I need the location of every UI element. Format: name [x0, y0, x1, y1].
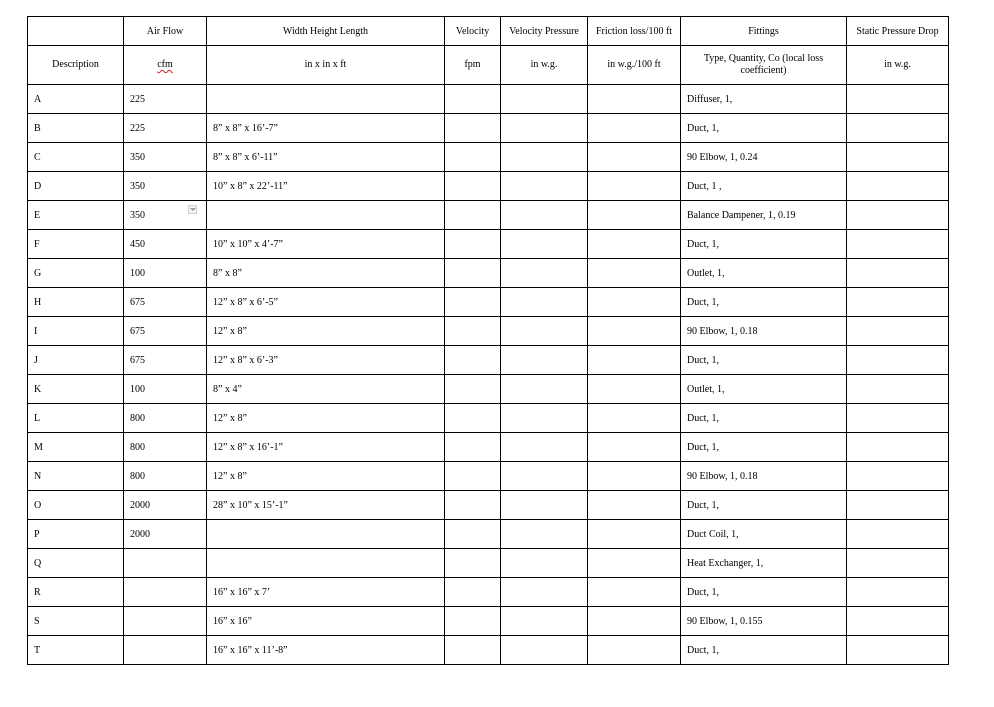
fittings-cell-text: Duct Coil, 1, [687, 528, 739, 540]
velocity-pressure-cell[interactable] [501, 114, 588, 143]
table-row [28, 230, 949, 259]
description-cell[interactable] [28, 317, 124, 346]
description-cell[interactable] [28, 346, 124, 375]
dimensions-cell-text: 12” x 8” x 16’-1” [213, 441, 283, 453]
velocity-cell[interactable] [445, 317, 501, 346]
friction-loss-cell[interactable] [588, 230, 681, 259]
description-cell[interactable] [28, 259, 124, 288]
friction-loss-cell[interactable] [588, 201, 681, 230]
velocity-pressure-cell[interactable] [501, 462, 588, 491]
table-row [28, 404, 949, 433]
table-row [28, 520, 949, 549]
dimensions-cell[interactable] [207, 346, 445, 375]
dimensions-cell[interactable] [207, 636, 445, 665]
friction-loss-cell[interactable] [588, 288, 681, 317]
fittings-cell-text: Duct, 1, [687, 122, 719, 134]
dimensions-cell-text: 12” x 8” [213, 325, 247, 337]
static-pressure-drop-cell[interactable] [847, 607, 949, 636]
static-pressure-drop-cell[interactable] [847, 636, 949, 665]
air-flow-cell-text: 225 [130, 93, 145, 105]
dimensions-cell[interactable] [207, 433, 445, 462]
air-flow-cell-text: 2000 [130, 499, 150, 511]
velocity-pressure-cell[interactable] [501, 85, 588, 114]
description-cell[interactable] [28, 172, 124, 201]
velocity-pressure-cell[interactable] [501, 317, 588, 346]
unit-cfm-text: cfm [157, 59, 173, 70]
dimensions-cell-text: 12” x 8” x 6’-3” [213, 354, 278, 366]
static-pressure-drop-cell[interactable] [847, 404, 949, 433]
unit-cfm[interactable] [124, 46, 207, 85]
dimensions-cell-text: 10” x 10” x 4’-7” [213, 238, 283, 250]
table-row [28, 462, 949, 491]
velocity-cell[interactable] [445, 549, 501, 578]
fittings-cell[interactable] [681, 85, 847, 114]
header-friction-loss[interactable]: Friction loss/100 ft [588, 17, 681, 46]
table-row [28, 114, 949, 143]
header-row-2 [28, 46, 949, 85]
air-flow-cell-text: 350 [130, 209, 145, 221]
table-row [28, 375, 949, 404]
friction-loss-cell[interactable] [588, 462, 681, 491]
dimensions-cell-text: 8” x 4” [213, 383, 242, 395]
header-cell[interactable] [28, 17, 124, 46]
fittings-cell-text: 90 Elbow, 1, 0.155 [687, 615, 763, 627]
fittings-cell[interactable] [681, 172, 847, 201]
static-pressure-drop-cell[interactable] [847, 491, 949, 520]
air-flow-cell[interactable] [124, 607, 207, 636]
dimensions-cell-text: 16” x 16” [213, 615, 252, 627]
description-cell-text: L [34, 412, 41, 424]
fittings-cell[interactable] [681, 346, 847, 375]
friction-loss-cell[interactable] [588, 549, 681, 578]
description-cell-text: D [34, 180, 42, 192]
header-description[interactable]: Description [28, 46, 124, 85]
dimensions-cell[interactable] [207, 375, 445, 404]
description-cell[interactable] [28, 462, 124, 491]
air-flow-cell-text: 675 [130, 354, 145, 366]
velocity-cell[interactable] [445, 404, 501, 433]
fittings-cell[interactable] [681, 230, 847, 259]
fittings-cell[interactable] [681, 607, 847, 636]
fittings-cell[interactable] [681, 462, 847, 491]
fittings-cell[interactable] [681, 404, 847, 433]
description-cell[interactable] [28, 85, 124, 114]
friction-loss-cell[interactable] [588, 317, 681, 346]
static-pressure-drop-cell[interactable] [847, 143, 949, 172]
air-flow-cell-text: 100 [130, 383, 145, 395]
static-pressure-drop-cell[interactable] [847, 317, 949, 346]
fittings-cell[interactable] [681, 491, 847, 520]
unit-static-pressure-drop[interactable]: in w.g. [847, 46, 949, 85]
velocity-cell[interactable] [445, 259, 501, 288]
fittings-cell[interactable] [681, 317, 847, 346]
unit-fpm[interactable]: fpm [445, 46, 501, 85]
static-pressure-drop-cell[interactable] [847, 85, 949, 114]
fittings-cell-text: Duct, 1, [687, 238, 719, 250]
description-cell[interactable] [28, 143, 124, 172]
velocity-cell[interactable] [445, 636, 501, 665]
air-flow-cell-text: 675 [130, 325, 145, 337]
fittings-cell-text: Duct, 1, [687, 412, 719, 424]
static-pressure-drop-cell[interactable] [847, 462, 949, 491]
dimensions-cell[interactable] [207, 520, 445, 549]
air-flow-cell[interactable] [124, 549, 207, 578]
dimensions-cell-text: 16” x 16” x 11’-8” [213, 644, 288, 656]
friction-loss-cell[interactable] [588, 491, 681, 520]
velocity-cell[interactable] [445, 288, 501, 317]
description-cell-text: T [34, 644, 41, 656]
dimensions-cell-text: 8” x 8” x 6’-11” [213, 151, 278, 163]
velocity-pressure-cell[interactable] [501, 404, 588, 433]
friction-loss-cell[interactable] [588, 578, 681, 607]
air-flow-cell-text: 225 [130, 122, 145, 134]
velocity-cell[interactable] [445, 491, 501, 520]
friction-loss-cell[interactable] [588, 520, 681, 549]
velocity-pressure-cell[interactable] [501, 491, 588, 520]
velocity-pressure-cell[interactable] [501, 433, 588, 462]
air-flow-cell[interactable] [124, 491, 207, 520]
description-cell[interactable] [28, 578, 124, 607]
velocity-cell[interactable] [445, 114, 501, 143]
dimensions-cell[interactable] [207, 317, 445, 346]
description-cell[interactable] [28, 201, 124, 230]
velocity-pressure-cell[interactable] [501, 520, 588, 549]
dimensions-cell[interactable] [207, 259, 445, 288]
static-pressure-drop-cell[interactable] [847, 433, 949, 462]
velocity-cell[interactable] [445, 375, 501, 404]
description-cell[interactable] [28, 114, 124, 143]
velocity-pressure-cell[interactable] [501, 375, 588, 404]
table-row [28, 259, 949, 288]
dimensions-cell-text: 8” x 8” x 16’-7” [213, 122, 278, 134]
table-row [28, 172, 949, 201]
description-cell[interactable] [28, 230, 124, 259]
description-cell[interactable] [28, 433, 124, 462]
static-pressure-drop-cell[interactable] [847, 578, 949, 607]
table-row [28, 201, 949, 230]
description-cell-text: P [34, 528, 40, 540]
fittings-cell-text: Duct, 1, [687, 586, 719, 598]
table-row [28, 549, 949, 578]
fittings-cell-text: Outlet, 1, [687, 383, 725, 395]
static-pressure-drop-cell[interactable] [847, 549, 949, 578]
duct-calculation-table [27, 16, 949, 665]
dimensions-cell[interactable] [207, 201, 445, 230]
description-cell[interactable] [28, 491, 124, 520]
description-cell-text: S [34, 615, 40, 627]
dimensions-cell[interactable] [207, 172, 445, 201]
description-cell-text: N [34, 470, 42, 482]
unit-velocity-pressure[interactable]: in w.g. [501, 46, 588, 85]
description-cell-text: C [34, 151, 41, 163]
friction-loss-cell[interactable] [588, 85, 681, 114]
air-flow-cell-text: 350 [130, 180, 145, 192]
velocity-cell[interactable] [445, 578, 501, 607]
header-velocity-pressure[interactable]: Velocity Pressure [501, 17, 588, 46]
description-cell[interactable] [28, 288, 124, 317]
air-flow-cell[interactable] [124, 346, 207, 375]
description-cell-text: I [34, 325, 38, 337]
description-cell[interactable] [28, 636, 124, 665]
air-flow-cell[interactable] [124, 404, 207, 433]
dimensions-cell-text: 16” x 16” x 7’ [213, 586, 271, 598]
header-static-pressure-drop[interactable]: Static Pressure Drop [847, 17, 949, 46]
static-pressure-drop-cell[interactable] [847, 375, 949, 404]
description-cell-text: G [34, 267, 42, 279]
description-cell-text: M [34, 441, 43, 453]
static-pressure-drop-cell[interactable] [847, 201, 949, 230]
dimensions-cell[interactable] [207, 404, 445, 433]
velocity-pressure-cell[interactable] [501, 259, 588, 288]
fittings-cell-text: 90 Elbow, 1, 0.24 [687, 151, 758, 163]
velocity-cell[interactable] [445, 346, 501, 375]
table-row [28, 433, 949, 462]
header-air-flow[interactable]: Air Flow [124, 17, 207, 46]
fittings-cell-text: Outlet, 1, [687, 267, 725, 279]
velocity-pressure-cell[interactable] [501, 346, 588, 375]
unit-fittings[interactable]: Type, Quantity, Co (local loss coefficient) [681, 46, 847, 85]
fittings-cell-text: Duct, 1, [687, 644, 719, 656]
velocity-cell[interactable] [445, 230, 501, 259]
friction-loss-cell[interactable] [588, 404, 681, 433]
static-pressure-drop-cell[interactable] [847, 172, 949, 201]
air-flow-cell-text: 675 [130, 296, 145, 308]
fittings-cell-text: Heat Exchanger, 1, [687, 557, 764, 569]
dimensions-cell-text: 12” x 8” x 6’-5” [213, 296, 278, 308]
fittings-cell-text: Diffuser, 1, [687, 93, 733, 105]
fittings-cell[interactable] [681, 636, 847, 665]
description-cell-text: B [34, 122, 41, 134]
velocity-pressure-cell[interactable] [501, 143, 588, 172]
friction-loss-cell[interactable] [588, 143, 681, 172]
dimensions-cell[interactable] [207, 288, 445, 317]
table-row [28, 636, 949, 665]
dimensions-cell[interactable] [207, 85, 445, 114]
dimensions-cell[interactable] [207, 578, 445, 607]
velocity-cell[interactable] [445, 520, 501, 549]
description-cell-text: R [34, 586, 41, 598]
friction-loss-cell[interactable] [588, 375, 681, 404]
fittings-cell[interactable] [681, 520, 847, 549]
table-row [28, 346, 949, 375]
air-flow-cell-text: 450 [130, 238, 145, 250]
velocity-pressure-cell[interactable] [501, 636, 588, 665]
velocity-pressure-cell[interactable] [501, 201, 588, 230]
dimensions-cell-text: 8” x 8” [213, 267, 242, 279]
table-row [28, 288, 949, 317]
air-flow-cell[interactable] [124, 462, 207, 491]
fittings-cell-text: Balance Dampener, 1, 0.19 [687, 209, 796, 221]
velocity-cell[interactable] [445, 201, 501, 230]
unit-dimensions[interactable]: in x in x ft [207, 46, 445, 85]
fittings-cell[interactable] [681, 114, 847, 143]
air-flow-cell[interactable] [124, 259, 207, 288]
air-flow-cell-text: 350 [130, 151, 145, 163]
velocity-cell[interactable] [445, 607, 501, 636]
description-cell[interactable] [28, 520, 124, 549]
fittings-cell-text: Duct, 1, [687, 441, 719, 453]
static-pressure-drop-cell[interactable] [847, 288, 949, 317]
fittings-cell[interactable] [681, 549, 847, 578]
air-flow-cell-text: 2000 [130, 528, 150, 540]
description-cell-text: J [34, 354, 38, 366]
static-pressure-drop-cell[interactable] [847, 520, 949, 549]
fittings-cell-text: Duct, 1, [687, 296, 719, 308]
fittings-cell-text: 90 Elbow, 1, 0.18 [687, 325, 758, 337]
dimensions-cell-text: 12” x 8” [213, 470, 247, 482]
velocity-cell[interactable] [445, 143, 501, 172]
air-flow-cell[interactable] [124, 85, 207, 114]
air-flow-cell[interactable] [124, 578, 207, 607]
air-flow-cell-text: 800 [130, 470, 145, 482]
description-cell-text: A [34, 93, 42, 105]
air-flow-cell[interactable] [124, 172, 207, 201]
air-flow-cell[interactable] [124, 143, 207, 172]
description-cell-text: K [34, 383, 42, 395]
fittings-cell-text: Duct, 1, [687, 499, 719, 511]
velocity-cell[interactable] [445, 433, 501, 462]
dimensions-cell[interactable] [207, 491, 445, 520]
friction-loss-cell[interactable] [588, 636, 681, 665]
header-fittings[interactable]: Fittings [681, 17, 847, 46]
dimensions-cell-text: 10” x 8” x 22’-11” [213, 180, 288, 192]
dropdown-arrow-icon[interactable] [188, 205, 197, 214]
fittings-cell[interactable] [681, 433, 847, 462]
description-cell-text: O [34, 499, 42, 511]
table-row [28, 578, 949, 607]
unit-friction-loss[interactable]: in w.g./100 ft [588, 46, 681, 85]
fittings-cell[interactable] [681, 201, 847, 230]
table-row [28, 607, 949, 636]
fittings-cell-text: Duct, 1, [687, 354, 719, 366]
dimensions-cell[interactable] [207, 607, 445, 636]
fittings-cell[interactable] [681, 288, 847, 317]
air-flow-cell-text: 800 [130, 441, 145, 453]
air-flow-cell[interactable] [124, 114, 207, 143]
fittings-cell[interactable] [681, 143, 847, 172]
description-cell[interactable] [28, 375, 124, 404]
air-flow-cell[interactable] [124, 288, 207, 317]
fittings-cell-text: 90 Elbow, 1, 0.18 [687, 470, 758, 482]
header-width-height-length[interactable]: Width Height Length [207, 17, 445, 46]
static-pressure-drop-cell[interactable] [847, 114, 949, 143]
velocity-pressure-cell[interactable] [501, 549, 588, 578]
friction-loss-cell[interactable] [588, 114, 681, 143]
header-row-1 [28, 17, 949, 46]
table-row [28, 491, 949, 520]
fittings-cell[interactable] [681, 259, 847, 288]
air-flow-cell-text: 800 [130, 412, 145, 424]
friction-loss-cell[interactable] [588, 172, 681, 201]
description-cell-text: E [34, 209, 41, 221]
air-flow-cell[interactable] [124, 433, 207, 462]
dimensions-cell[interactable] [207, 549, 445, 578]
description-cell[interactable] [28, 607, 124, 636]
table-row [28, 143, 949, 172]
air-flow-cell[interactable] [124, 317, 207, 346]
table-row [28, 317, 949, 346]
velocity-pressure-cell[interactable] [501, 607, 588, 636]
static-pressure-drop-cell[interactable] [847, 230, 949, 259]
velocity-cell[interactable] [445, 172, 501, 201]
dimensions-cell[interactable] [207, 230, 445, 259]
velocity-pressure-cell[interactable] [501, 578, 588, 607]
velocity-pressure-cell[interactable] [501, 172, 588, 201]
velocity-pressure-cell[interactable] [501, 230, 588, 259]
air-flow-cell[interactable] [124, 201, 207, 230]
fittings-cell-text: Duct, 1 , [687, 180, 722, 192]
description-cell-text: Q [34, 557, 42, 569]
dimensions-cell[interactable] [207, 114, 445, 143]
dimensions-cell[interactable] [207, 143, 445, 172]
friction-loss-cell[interactable] [588, 346, 681, 375]
description-cell-text: H [34, 296, 42, 308]
dimensions-cell-text: 28” x 10” x 15’-1” [213, 499, 288, 511]
velocity-pressure-cell[interactable] [501, 288, 588, 317]
description-cell-text: F [34, 238, 40, 250]
friction-loss-cell[interactable] [588, 259, 681, 288]
air-flow-cell[interactable] [124, 520, 207, 549]
velocity-cell[interactable] [445, 462, 501, 491]
header-velocity[interactable]: Velocity [445, 17, 501, 46]
description-cell[interactable] [28, 549, 124, 578]
air-flow-cell-text: 100 [130, 267, 145, 279]
fittings-cell[interactable] [681, 578, 847, 607]
dimensions-cell[interactable] [207, 462, 445, 491]
static-pressure-drop-cell[interactable] [847, 346, 949, 375]
table-row [28, 85, 949, 114]
friction-loss-cell[interactable] [588, 433, 681, 462]
fittings-cell[interactable] [681, 375, 847, 404]
air-flow-cell[interactable] [124, 375, 207, 404]
dimensions-cell-text: 12” x 8” [213, 412, 247, 424]
static-pressure-drop-cell[interactable] [847, 259, 949, 288]
air-flow-cell[interactable] [124, 230, 207, 259]
friction-loss-cell[interactable] [588, 607, 681, 636]
velocity-cell[interactable] [445, 85, 501, 114]
description-cell[interactable] [28, 404, 124, 433]
air-flow-cell[interactable] [124, 636, 207, 665]
